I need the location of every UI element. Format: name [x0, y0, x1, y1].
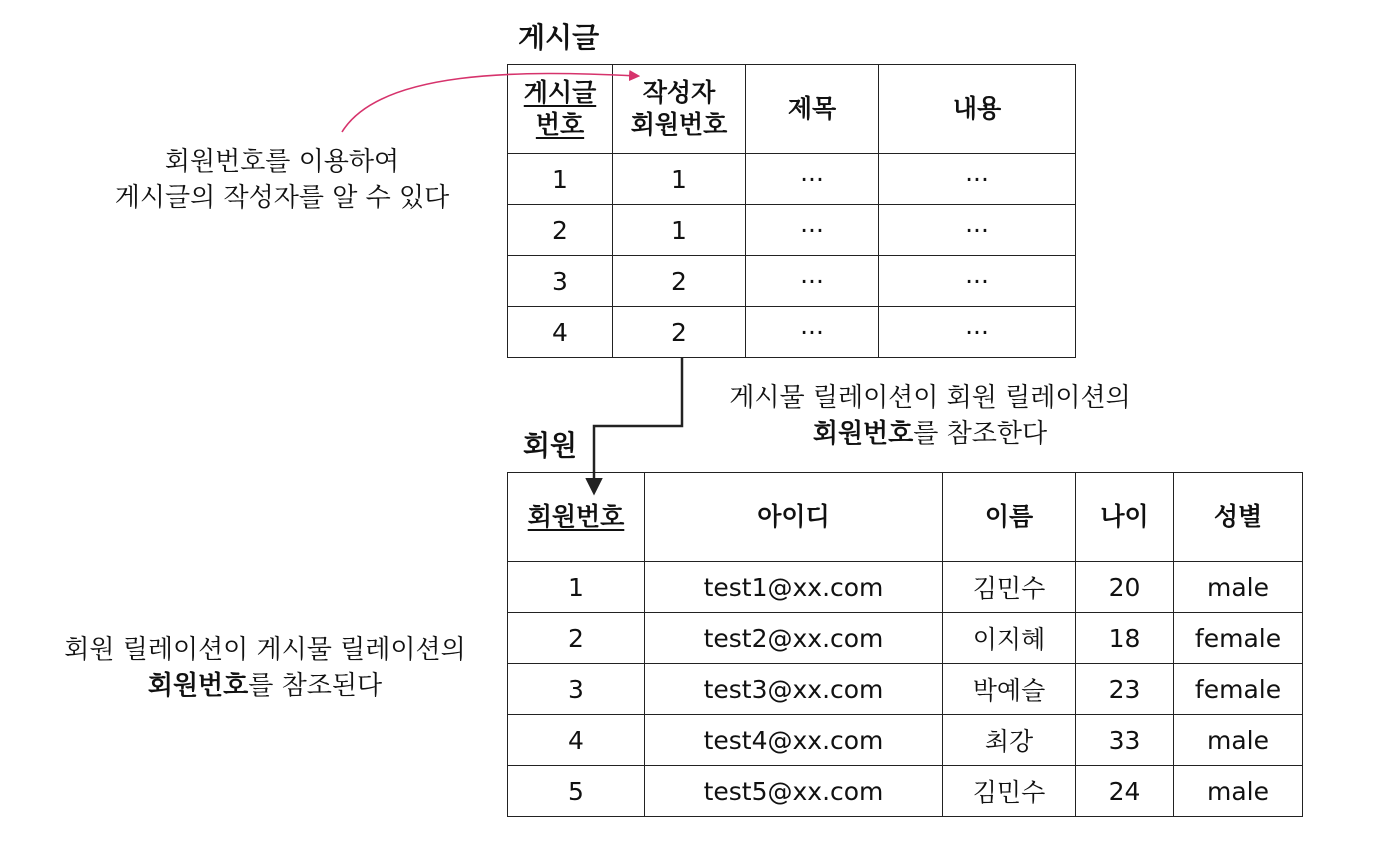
table-cell: test5@xx.com [645, 766, 943, 817]
table-cell: 2 [508, 613, 645, 664]
table-cell: 3 [508, 664, 645, 715]
table-cell: ··· [879, 256, 1076, 307]
table-cell: ··· [746, 307, 879, 358]
table-cell: ··· [879, 307, 1076, 358]
table-cell: 1 [508, 154, 613, 205]
table-cell: 김민수 [943, 562, 1076, 613]
members-table-title: 회원 [523, 429, 578, 462]
posts-header-content: 내용 [879, 65, 1076, 154]
annotation-middle-line1: 게시물 릴레이션이 회원 릴레이션의 [729, 383, 1131, 413]
table-cell: 1 [613, 154, 746, 205]
annotation-bottom-left-bold: 회원번호 [147, 671, 249, 701]
table-cell: 24 [1076, 766, 1174, 817]
table-cell: 이지혜 [943, 613, 1076, 664]
table-cell: 5 [508, 766, 645, 817]
members-header-gender: 성별 [1174, 473, 1303, 562]
table-cell: 20 [1076, 562, 1174, 613]
annotation-bottom-left-rest: 를 참조된다 [248, 671, 383, 701]
table-cell: ··· [746, 154, 879, 205]
table-cell: ··· [746, 256, 879, 307]
annotation-top-left-line2: 게시글의 작성자를 알 수 있다 [114, 183, 450, 213]
annotation-middle-bold: 회원번호 [812, 419, 914, 449]
members-header-age: 나이 [1076, 473, 1174, 562]
members-header-user-id: 아이디 [645, 473, 943, 562]
table-cell: 3 [508, 256, 613, 307]
table-cell: ··· [746, 205, 879, 256]
table-cell: 2 [508, 205, 613, 256]
table-cell: 2 [613, 307, 746, 358]
table-cell: ··· [879, 154, 1076, 205]
table-cell: test1@xx.com [645, 562, 943, 613]
posts-header-title: 제목 [746, 65, 879, 154]
posts-table-title: 게시글 [518, 21, 600, 54]
table-cell: test2@xx.com [645, 613, 943, 664]
annotation-top-left-line1: 회원번호를 이용하여 [164, 147, 400, 177]
posts-header-author-member-id: 작성자 회원번호 [613, 65, 746, 154]
table-cell: 2 [613, 256, 746, 307]
members-header-name: 이름 [943, 473, 1076, 562]
table-cell: test4@xx.com [645, 715, 943, 766]
table-cell: 33 [1076, 715, 1174, 766]
table-cell: 4 [508, 715, 645, 766]
table-cell: 1 [508, 562, 645, 613]
foreign-key-connector-arrow [594, 358, 682, 492]
table-cell: test3@xx.com [645, 664, 943, 715]
table-cell: 박예슬 [943, 664, 1076, 715]
table-cell: 4 [508, 307, 613, 358]
table-cell: ··· [879, 205, 1076, 256]
table-cell: 18 [1076, 613, 1174, 664]
table-cell: male [1174, 562, 1303, 613]
reference-curve-arrow [342, 73, 638, 132]
table-cell: 최강 [943, 715, 1076, 766]
members-header-member-id: 회원번호 [508, 473, 645, 562]
table-cell: 1 [613, 205, 746, 256]
table-cell: 23 [1076, 664, 1174, 715]
annotation-bottom-left-line1: 회원 릴레이션이 게시물 릴레이션의 [64, 635, 466, 665]
table-cell: 김민수 [943, 766, 1076, 817]
table-cell: male [1174, 766, 1303, 817]
table-cell: male [1174, 715, 1303, 766]
posts-header-post-id: 게시글 번호 [508, 65, 613, 154]
table-cell: female [1174, 664, 1303, 715]
table-cell: female [1174, 613, 1303, 664]
annotation-middle-rest: 를 참조한다 [913, 419, 1048, 449]
